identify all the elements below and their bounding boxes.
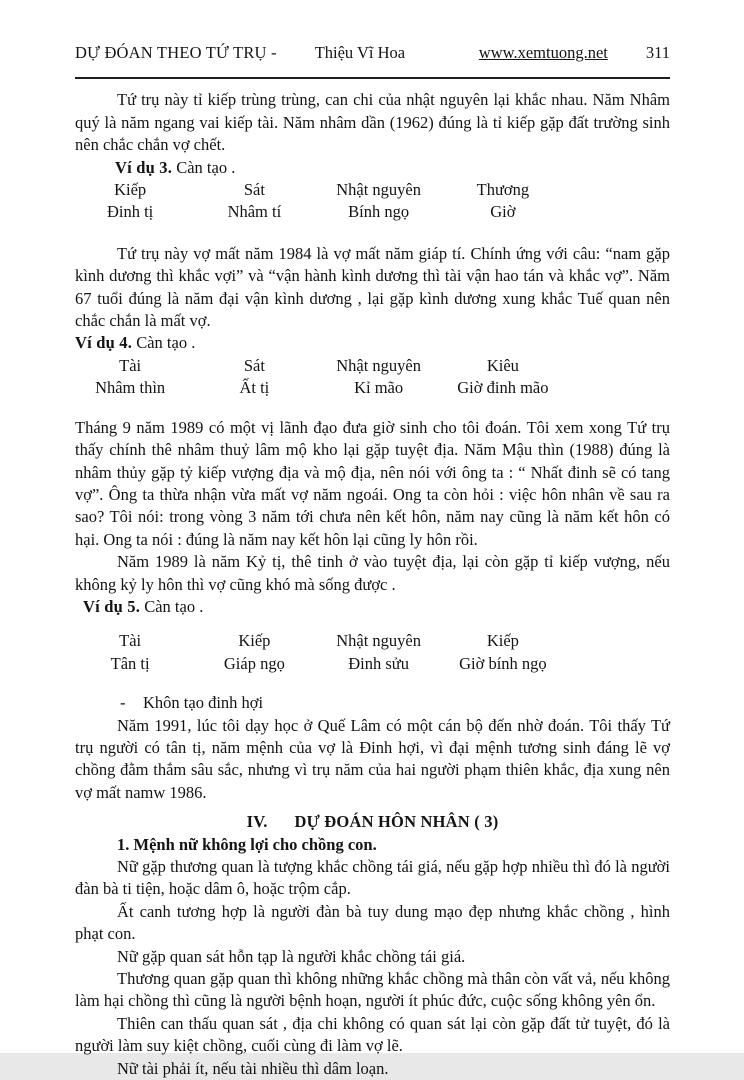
pillar-cell: Đinh tị xyxy=(106,202,154,222)
paragraph-tu-tru-ti-kiep: Tứ trụ này tỉ kiếp trùng trùng, can chi của nhật nguyên lại khắc nhau. Năm Nhâm quý là năm ngang vai kiếp tài. Năm nhâm dần (1962) đúng là tỉ kiếp gặp đất trường sinh nên chắc chắn vợ chết. xyxy=(75,90,670,155)
table-row xyxy=(68,377,565,399)
dash-bullet: - xyxy=(120,693,126,713)
paragraph-s2: Ất canh tương hợp là người đàn bà tuy dung mạo đẹp nhưng khắc chồng , hình phạt con. xyxy=(75,901,670,944)
header-divider xyxy=(75,77,670,79)
pillar-cell: Đinh sửu xyxy=(348,653,409,673)
pillar-cell: Nhâm thìn xyxy=(95,378,166,398)
example-4-caption xyxy=(75,332,670,354)
example-4-table xyxy=(68,355,565,400)
example-3-caption xyxy=(115,157,670,179)
note-khon-tao xyxy=(120,692,670,714)
paragraph-s1: Nữ gặp thương quan là tượng khắc chồng tái giá, nếu gặp hợp nhiều thì đó là người đàn bà ti tiện, hoặc dâm ô, hoặc trộm cắp. xyxy=(75,857,670,899)
example-3-suffix: Càn tạo . xyxy=(176,157,236,177)
paragraph-nam-1989: Năm 1989 là năm Kỷ tị, thê tinh ở vào tuyệt địa, lại còn gặp tỉ kiếp vượng, nếu không kỷ ly hôn thì vợ cũng khó mà sống được . xyxy=(75,552,670,594)
section-title: DỰ ĐOÁN HÔN NHÂN ( 3) xyxy=(294,812,499,832)
book-title: DỰ ĐÓAN THEO TỨ TRỤ - xyxy=(75,43,277,62)
table-row xyxy=(68,201,565,223)
example-5-suffix: Càn tạo . xyxy=(144,596,204,616)
table-row xyxy=(68,355,565,377)
role-cell: Thương xyxy=(476,180,530,200)
table-row xyxy=(68,630,565,652)
page-number: 311 xyxy=(645,43,670,62)
pillar-cell: Bính ngọ xyxy=(348,202,410,222)
example-5-label: Ví dụ 5. xyxy=(83,596,141,616)
author-name: Thiệu Vĩ Hoa xyxy=(314,43,406,62)
example-5-caption xyxy=(83,596,670,618)
paragraph-thang9-1989: Tháng 9 năm 1989 có một vị lãnh đạo đưa giờ sinh cho tôi đoán. Tôi xem xong Tứ trụ thấy chính thê nhâm thuỷ lâm mộ kho lại gặp tuyệt địa. Năm Mậu thìn (1988) đúng là nhâm thủy gặp tỷ kiếp vượng địa và mộ địa, nên nói với ông ta : “ Nhất đinh sẽ có tang vợ”. Ông ta thừa nhận vừa mất vợ năm ngoái. Ong ta còn hỏi : việc hôn nhân về sau ra sao? Tôi nói: trong vòng 3 năm tới chưa nên kết hôn, năm nay cũng là năm kết hôn có hại. Ong ta nói : đúng là năm nay kết hôn lại cũng ly hôn rồi. xyxy=(75,417,670,549)
table-row xyxy=(68,653,565,675)
role-cell: Kiếp xyxy=(238,631,271,651)
page-header xyxy=(75,42,670,64)
example-5-table xyxy=(68,630,565,675)
pillar-cell: Giáp ngọ xyxy=(223,653,285,673)
section-heading xyxy=(75,811,670,833)
pillar-cell: Tân tị xyxy=(110,653,150,673)
pillar-cell: Nhâm tí xyxy=(227,202,282,222)
role-cell: Kiếp xyxy=(114,180,147,200)
paragraph-vo-mat-1984: Tứ trụ này vợ mất năm 1984 là vợ mất năm giáp tí. Chính ứng với câu: “nam gặp kình dương thì khắc vợi” và “vận hành kình dương thì tài vận hao tán và khắc vợ”. Năm 67 tuổi đúng là năm đại vận kình dương , lại gặp kình dương xung khắc Tuế quan nên chắc chắn là mất vợ. xyxy=(75,243,670,331)
pillar-cell: Kỉ mão xyxy=(354,378,404,398)
pillar-cell: Ất tị xyxy=(239,378,270,398)
role-cell: Nhật nguyên xyxy=(336,355,422,375)
paragraph-s6: Nữ tài phải ít, nếu tài nhiều thì dâm loạn. xyxy=(117,1058,389,1078)
pillar-cell: Giờ bính ngọ xyxy=(459,653,547,673)
note-text: Khôn tạo đinh hợi xyxy=(143,693,264,713)
paragraph-s5: Thiên can thấu quan sát , địa chi không có quan sát lại còn gặp đất tử tuyệt, đó là người làm suy kiệt chồng, cuối cùng đi làm vợ lẽ. xyxy=(75,1013,670,1056)
table-row xyxy=(68,179,565,201)
example-3-label: Ví dụ 3. xyxy=(115,157,173,177)
section-number: IV. xyxy=(246,812,268,832)
role-cell: Sát xyxy=(243,355,265,375)
role-cell: Tài xyxy=(119,631,142,651)
example-4-label: Ví dụ 4. xyxy=(75,333,133,353)
role-cell: Nhật nguyên xyxy=(336,180,422,200)
pillar-cell: Giờ đinh mão xyxy=(457,378,549,398)
role-cell: Tài xyxy=(119,355,142,375)
role-cell: Sát xyxy=(243,180,265,200)
paragraph-s3: Nữ gặp quan sát hỗn tạp là người khắc chồng tái giá. xyxy=(117,946,466,966)
subsection-1-title: 1. Mệnh nữ không lợi cho chồng con. xyxy=(117,834,377,854)
role-cell: Kiếp xyxy=(486,631,519,651)
example-3-table xyxy=(68,179,565,224)
website-link[interactable]: www.xemtuong.net xyxy=(478,43,608,62)
role-cell: Nhật nguyên xyxy=(336,631,422,651)
paragraph-nam-1991: Năm 1991, lúc tôi dạy học ở Quế Lâm có một cán bộ đến nhờ đoán. Tôi thấy Tứ trụ người có tân tị, năm mệnh của vợ là Đinh hợi, vì đại mệnh tương sinh đáng lẽ vợ chồng đằm thắm sâu sắc, nhưng vì trụ năm của hai người phạm thiên khắc, địa xung nên vợ mất namw 1986. xyxy=(75,715,670,802)
pillar-cell: Giờ xyxy=(490,202,516,222)
role-cell: Kiêu xyxy=(486,355,519,375)
example-4-suffix: Càn tạo . xyxy=(136,333,196,353)
paragraph-s4: Thương quan gặp quan thì không những khắc chồng mà thân còn vất vả, nếu không làm hại chồng thì cũng là người bệnh hoạn, người ít phúc đức, cuộc sống không yên ổn. xyxy=(75,969,670,1011)
